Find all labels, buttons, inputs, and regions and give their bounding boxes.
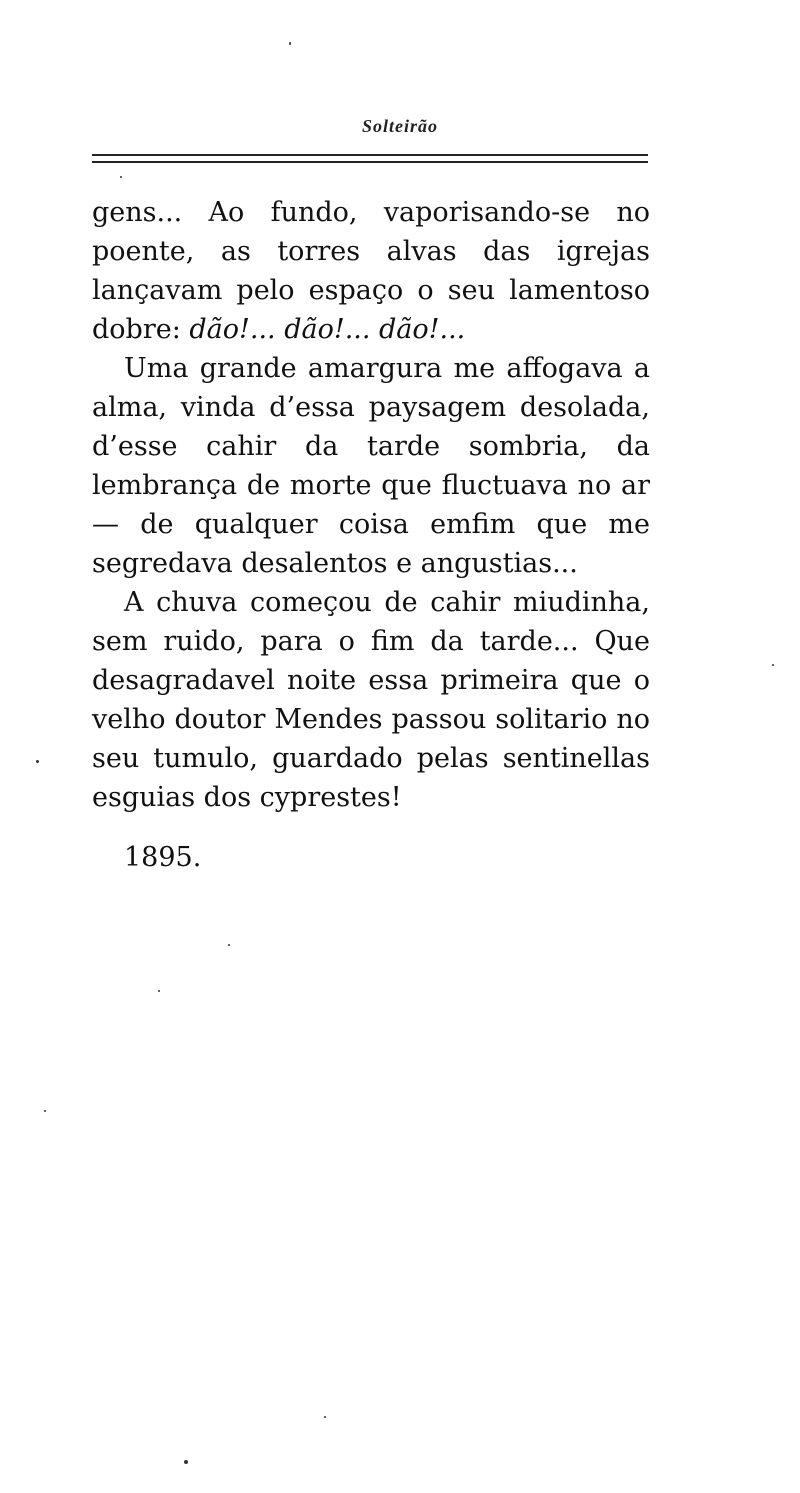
scan-speck [120, 176, 122, 178]
paragraph-2 [92, 349, 650, 583]
paragraph-3 [92, 583, 650, 817]
date-line: 1895. [124, 842, 202, 873]
body-text [92, 193, 650, 817]
paragraph-3-text: A chuva começou de cahir miudinha, sem ruido, para o fim da tarde... Que desagradavel noite essa primeira que o velho doutor Mendes passou solitario no seu tumulo, guardado pelas sentinellas esguias dos cyprestes! [92, 587, 650, 813]
scan-speck [324, 1416, 326, 1418]
scan-speck [36, 760, 39, 763]
scan-speck [44, 1110, 46, 1112]
scan-speck [158, 990, 160, 992]
scan-speck [184, 1460, 188, 1464]
scan-speck [228, 944, 230, 946]
scan-speck [772, 664, 774, 666]
paragraph-1-text: gens... Ao fundo, vaporisando-se no poente, as torres alvas das igrejas lançavam pelo espaço o seu lamentoso dobre: [92, 197, 650, 345]
paragraph-1 [92, 193, 650, 349]
scan-speck [289, 42, 291, 45]
paragraph-1-italic-bells: dão!... dão!... dão!... [189, 314, 466, 345]
header-double-rule [92, 154, 648, 163]
running-head: Solteirão [361, 116, 438, 136]
paragraph-2-text: Uma grande amargura me affogava a alma, vinda d’essa paysagem desolada, d’esse cahir da tarde sombria, da lembrança de morte que fluctuava no ar — de qualquer coisa emfim que me segredava desalentos e angustias... [92, 353, 650, 579]
